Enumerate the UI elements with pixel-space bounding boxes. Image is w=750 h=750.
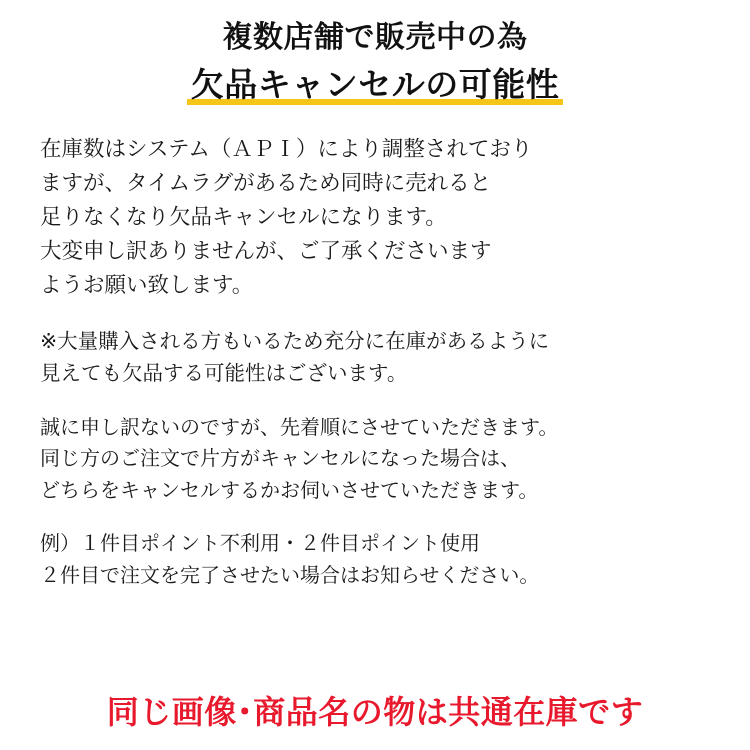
paragraph-line: ２件目で注文を完了させたい場合はお知らせください。 [40,563,540,588]
paragraph-first-come-policy [40,412,710,507]
notice-body [0,133,750,592]
paragraph-bulk-purchase-note [40,325,710,390]
paragraph-example [40,528,710,591]
headline-line-1: 複数店舗で販売中の為 [222,20,528,55]
paragraph-line: 大変申し訳ありませんが、ご了承くださいます [40,238,492,264]
paragraph-stock-system [40,133,710,303]
headline-block [0,0,750,107]
headline-line-2-wrapper [191,63,560,108]
paragraph-line: ※大量購入される方もいるため充分に在庫があるように [40,328,550,353]
paragraph-line: 誠に申し訳ないのですが、先着順にさせていただきます。 [40,414,559,439]
footer-banner [0,670,750,750]
paragraph-line: 例）１件目ポイント不利用・２件目ポイント使用 [40,531,480,556]
paragraph-line: 足りなくなり欠品キャンセルになります。 [40,204,447,230]
headline-line-2: 欠品キャンセルの可能性 [190,64,560,104]
paragraph-line: ようお願い致します。 [40,272,254,298]
paragraph-line: ますが、タイムラグがあるため同時に売れると [40,171,492,197]
footer-shared-stock-text: 同じ画像･商品名の物は共通在庫です [106,693,644,731]
paragraph-line: 同じ方のご注文で片方がキャンセルになった場合は、 [40,446,520,471]
paragraph-line: どちらをキャンセルするかお伺いさせていただきます。 [40,477,539,502]
paragraph-line: 見えても欠品する可能性はございます。 [40,361,408,386]
paragraph-line: 在庫数はシステム（ＡＰＩ）により調整されており [40,137,533,163]
